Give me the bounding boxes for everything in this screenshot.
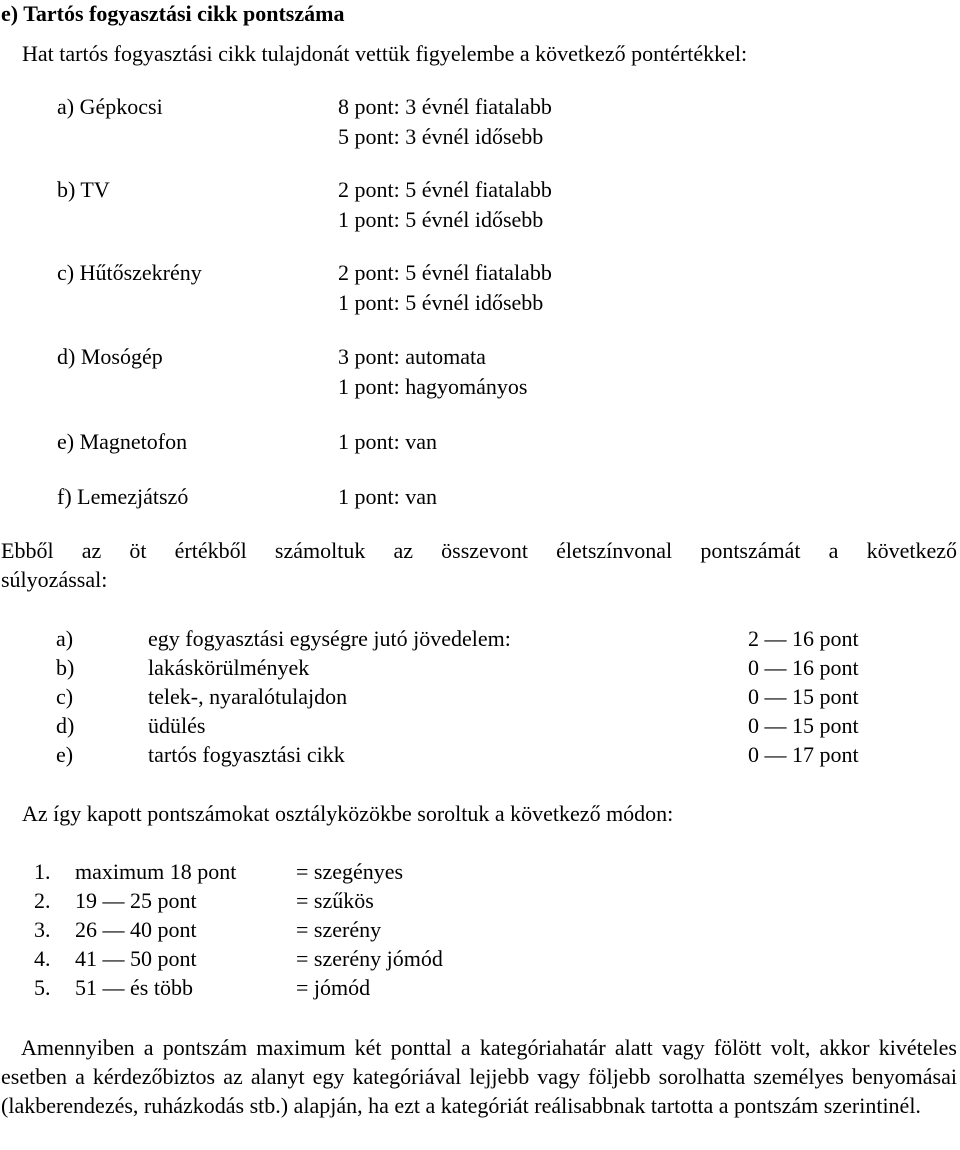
item-points-line: 2 pont: 5 évnél fiatalabb — [338, 177, 552, 202]
class-number: 1. — [34, 859, 51, 884]
class-range: maximum 18 pont — [75, 859, 237, 884]
item-points-line: 1 pont: van — [338, 484, 437, 509]
class-name: = szegényes — [296, 859, 404, 884]
class-number: 2. — [34, 888, 51, 913]
class-range: 19 — 25 pont — [75, 888, 197, 913]
weight-range: 0 — 17 pont — [748, 742, 859, 767]
class-number: 5. — [34, 975, 51, 1000]
class-name: = jómód — [296, 975, 371, 1000]
item-points-line: 8 pont: 3 évnél fiatalabb — [338, 94, 552, 119]
weight-label: tartós fogyasztási cikk — [148, 742, 345, 767]
closing-paragraph: Amennyiben a pontszám maximum két ponttal a kategóriahatár alatt vagy fölött volt, akkor kivételes esetben a kérdezőbiztos az alanyt egy kategóriával lejjebb vagy följebb sorolhatta személyes benyomásai (lakberendezés, ruházkodás stb.) alapján, ha ezt a kategóriát reálisabbnak tartotta a pontszám szerintinél. — [1, 1035, 957, 1118]
weight-range: 2 — 16 pont — [748, 626, 859, 651]
weight-range: 0 — 15 pont — [748, 684, 859, 709]
class-number: 4. — [34, 946, 51, 971]
item-label: f) Lemezjátszó — [57, 484, 189, 509]
item-label: d) Mosógép — [57, 344, 163, 369]
weight-label: üdülés — [148, 713, 206, 738]
item-label: e) Magnetofon — [57, 429, 188, 454]
item-label: a) Gépkocsi — [57, 94, 163, 119]
weight-range: 0 — 15 pont — [748, 713, 859, 738]
item-points-line: 1 pont: van — [338, 429, 437, 454]
weight-label: lakáskörülmények — [148, 655, 310, 680]
weight-letter: d) — [56, 713, 75, 738]
item-points-line: 5 pont: 3 évnél idősebb — [338, 124, 544, 149]
weight-letter: b) — [56, 655, 75, 680]
classes-paragraph: Az így kapott pontszámokat osztályközökbe soroltuk a következő módon: — [22, 801, 674, 826]
class-name: = szűkös — [296, 888, 374, 913]
weight-label: egy fogyasztási egységre jutó jövedelem: — [148, 626, 511, 651]
weight-letter: e) — [56, 742, 74, 767]
item-points-line: 1 pont: 5 évnél idősebb — [338, 290, 544, 315]
item-points-line: 1 pont: 5 évnél idősebb — [338, 207, 544, 232]
weight-range: 0 — 16 pont — [748, 655, 859, 680]
class-name: = szerény jómód — [296, 946, 443, 971]
weighting-paragraph: Ebből az öt értékből számoltuk az összevont életszínvonal pontszámát a következő súlyozással: — [1, 538, 957, 592]
intro-text: Hat tartós fogyasztási cikk tulajdonát vettük figyelembe a következő pontértékkel: — [22, 41, 748, 66]
weight-letter: c) — [56, 684, 74, 709]
item-label: c) Hűtőszekrény — [57, 260, 202, 285]
class-range: 26 — 40 pont — [75, 917, 197, 942]
item-points-line: 1 pont: hagyományos — [338, 374, 528, 399]
item-points-line: 2 pont: 5 évnél fiatalabb — [338, 260, 552, 285]
item-label: b) TV — [57, 177, 110, 202]
class-range: 41 — 50 pont — [75, 946, 197, 971]
weight-label: telek-, nyaralótulajdon — [148, 684, 348, 709]
class-range: 51 — és több — [75, 975, 193, 1000]
class-number: 3. — [34, 917, 51, 942]
weight-letter: a) — [56, 626, 74, 651]
item-points-line: 3 pont: automata — [338, 344, 486, 369]
section-heading: e) Tartós fogyasztási cikk pontszáma — [1, 1, 345, 26]
class-name: = szerény — [296, 917, 382, 942]
